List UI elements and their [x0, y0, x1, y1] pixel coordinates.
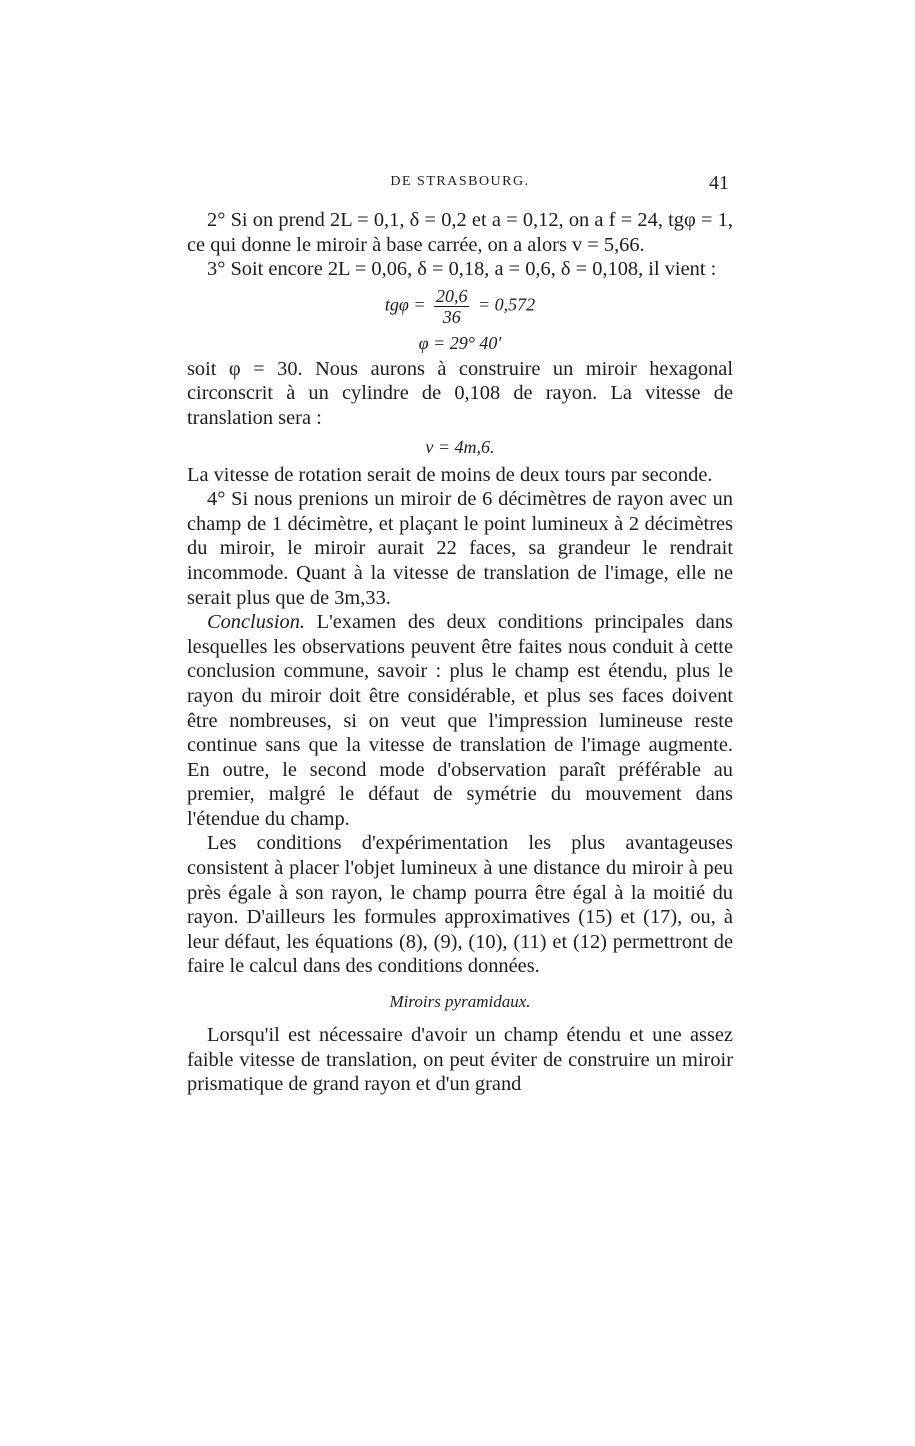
- paragraph-pyramidal: Lorsqu'il est nécessaire d'avoir un champ étendu et une assez faible vitesse de translation, on peut éviter de construire un miroir prismatique de grand rayon et d'un grand: [187, 1024, 733, 1096]
- paragraph-rotation: La vitesse de rotation serait de moins de deux tours par seconde.: [187, 463, 713, 486]
- equation-phi: φ = 29° 40′: [418, 332, 502, 353]
- running-head: DE STRASBOURG.: [390, 174, 530, 189]
- equation-tan-phi: [187, 286, 733, 327]
- section-heading: Miroirs pyramidaux.: [389, 992, 531, 1012]
- conclusion-text: L'examen des deux conditions principales dans lesquelles les observations peuvent être faites nous conduit à cette conclusion commune, savoir : plus le champ est étendu, plus le rayon du miroir doit être considérable, et plus ses faces doivent être nombreuses, si on veut que l'impression lumineuse reste continue sans que la vitesse de translation de l'image augmente. En outre, le second mode d'observation paraît préférable au premier, malgré le défaut de symétrie du mouvement dans l'étendue du champ.: [187, 611, 733, 830]
- paragraph-case-2: 2° Si on prend 2L = 0,1, δ = 0,2 et a = 0,12, on a f = 24, tgφ = 1, ce qui donne le miroir à base carrée, on a alors v = 5,66.: [187, 209, 733, 256]
- paragraph-conditions: Les conditions d'expérimentation les plus avantageuses consistent à placer l'objet lumineux à une distance du miroir à peu près égale à son rayon, le champ pourra être égal à la moitié du rayon. D'ailleurs les formules approximatives (15) et (17), ou, à leur défaut, les équations (8), (9), (10), (11) et (12) permettront de faire le calcul dans des conditions données.: [187, 832, 733, 978]
- equation-tan-phi-left: tgφ =: [384, 294, 426, 315]
- equation-velocity: v = 4m,6.: [425, 436, 495, 457]
- page-header: [187, 174, 733, 208]
- paragraph-case-4: 4° Si nous prenions un miroir de 6 décimètres de rayon avec un champ de 1 décimètre, et plaçant le point lumineux à 2 décimètres du miroir, le miroir aurait 22 faces, sa grandeur le rendrait incommode. Quant à la vitesse de translation de l'image, elle ne serait plus que de 3m,33.: [187, 488, 733, 609]
- paragraph-conclusion: [187, 610, 733, 831]
- conclusion-label: Conclusion.: [207, 611, 305, 634]
- equation-tan-phi-right: = 0,572: [477, 294, 536, 315]
- fraction-numerator: 20,6: [435, 285, 468, 306]
- page-body: [187, 174, 733, 1097]
- fraction-denominator: 36: [442, 306, 461, 327]
- equation-fraction: [434, 286, 470, 327]
- page-number: 41: [709, 172, 729, 194]
- paragraph-case-3: 3° Soit encore 2L = 0,06, δ = 0,18, a = 0,6, δ = 0,108, il vient :: [207, 258, 717, 281]
- paragraph-hexagonal: soit φ = 30. Nous aurons à construire un miroir hexagonal circonscrit à un cylindre de 0,108 de rayon. La vitesse de translation sera :: [187, 357, 733, 429]
